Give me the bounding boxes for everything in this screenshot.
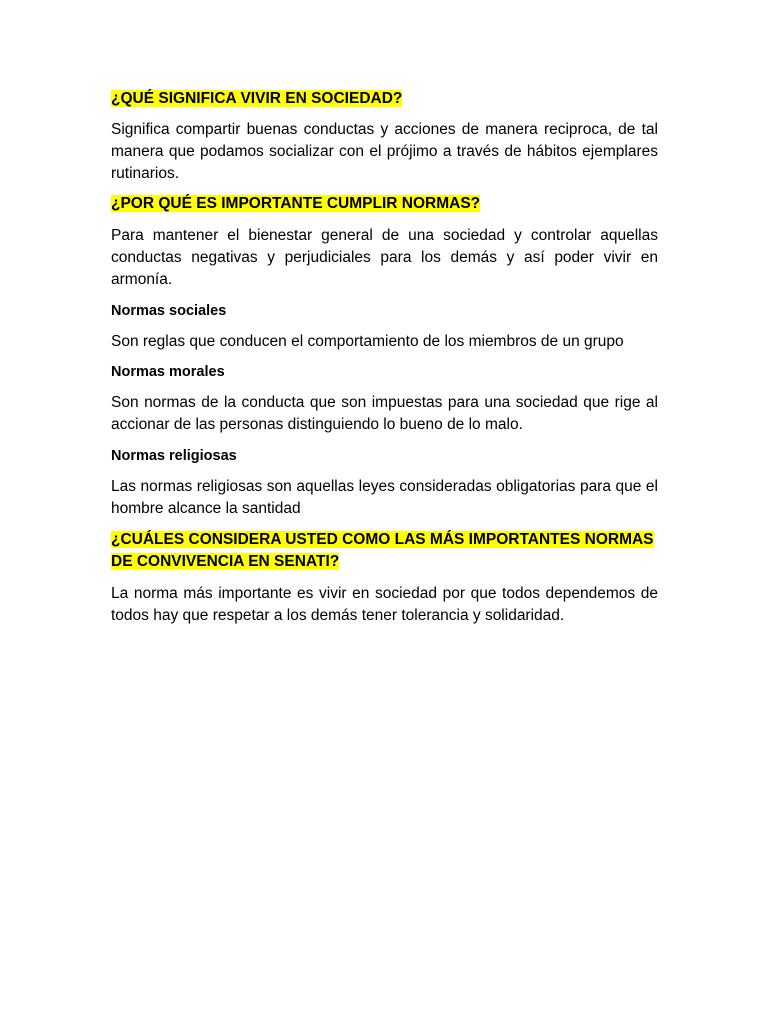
question-3-highlight: ¿CUÁLES CONSIDERA USTED COMO LAS MÁS IMPORTANTES NORMAS DE CONVIVENCIA EN SENATI?	[111, 531, 654, 570]
normas-sociales-text: Son reglas que conducen el comportamiento de los miembros de un grupo	[111, 333, 624, 350]
normas-morales-text: Son normas de la conducta que son impuestas para una sociedad que rige al accionar de las personas distinguiendo lo bueno de lo malo.	[111, 394, 658, 433]
answer-3-paragraph: La norma más importante es vivir en sociedad por que todos dependemos de todos hay que respetar a los demás tener tolerancia y solidaridad.	[111, 585, 658, 624]
question-3-heading	[111, 529, 658, 573]
normas-religiosas-text: Las normas religiosas son aquellas leyes consideradas obligatorias para que el hombre alcance la santidad	[111, 478, 658, 517]
question-1-highlight: ¿QUÉ SIGNIFICA VIVIR EN SOCIEDAD?	[111, 90, 403, 107]
document-body	[111, 88, 658, 627]
question-2-highlight: ¿POR QUÉ ES IMPORTANTE CUMPLIR NORMAS?	[111, 195, 481, 212]
question-1-heading	[111, 88, 658, 110]
normas-religiosas-heading: Normas religiosas	[111, 448, 237, 464]
normas-sociales-heading: Normas sociales	[111, 303, 227, 319]
normas-morales-heading: Normas morales	[111, 364, 225, 380]
question-2-heading	[111, 193, 658, 215]
answer-2-paragraph: Para mantener el bienestar general de una sociedad y controlar aquellas conductas negativas y perjudiciales para los demás y así poder vivir en armonía.	[111, 227, 658, 288]
answer-1-paragraph: Significa compartir buenas conductas y acciones de manera reciproca, de tal manera que podamos socializar con el prójimo a través de hábitos ejemplares rutinarios.	[111, 121, 658, 182]
